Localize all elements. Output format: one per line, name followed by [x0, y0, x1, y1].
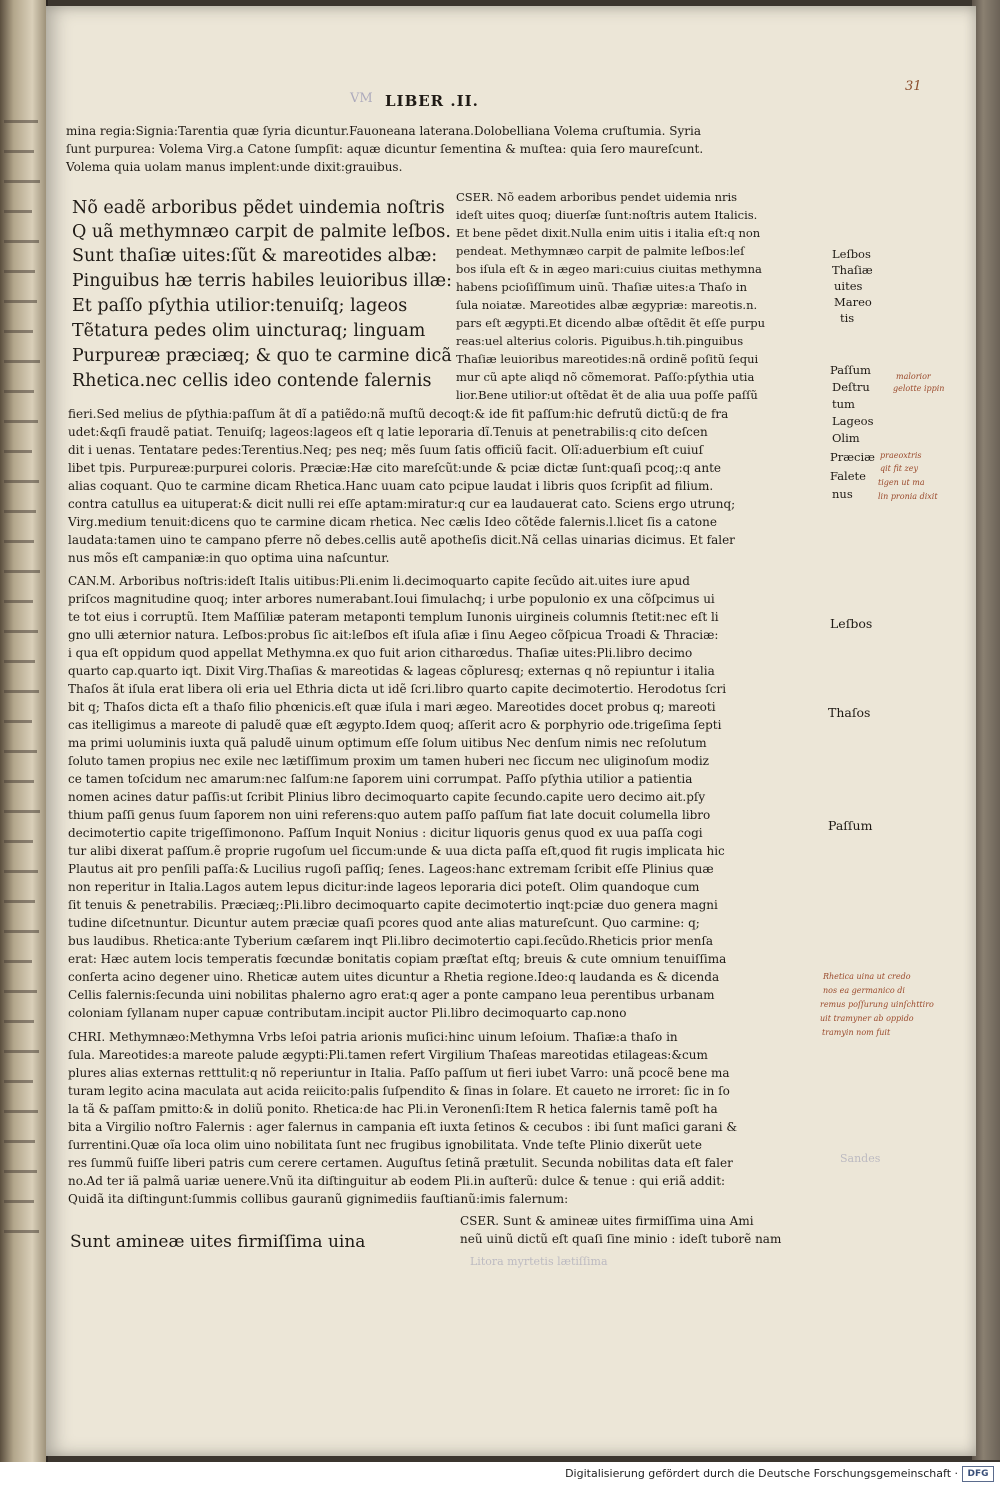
text-line: ſit tenuis & penetrabilis. Præciæq;:Pli.libro decimoquarto capite decimotertio inqt:pciæ duo genera magni — [68, 898, 718, 912]
text-line: ſurrentini.Quæ oĩa loca olim uino nobilitata ſunt nec frugibus ignobilitata. Vnde teſte Plinio dixerũt uete — [68, 1138, 702, 1152]
margin-note: tis — [840, 311, 855, 325]
verse-line: Nõ eadẽ arboribus pẽdet uindemia noſtris — [72, 198, 445, 218]
text-line: gno ulli æternior natura. Leſbos:probus ſic ait:leſbos eſt iſula aſiæ i ſinu Aegeo cõſpicua Troadi & Thraciæ: — [68, 628, 719, 642]
text-line: reas:uel alterius coloris. Piguibus.h.tih.pinguibus — [456, 334, 744, 348]
text-line: Thaſos ãt iſula erat libera oli eria uel Ethria dicta ut idẽ ſcri.libro quarto capite decimotertio. Herodotus ſcri — [68, 682, 727, 696]
handwritten-note: praeoxtris — [880, 451, 922, 460]
text-line: CHRI. Methymnæo:Methymna Vrbs leſoi patria arionis muſici:hinc uinum leſoium. Thaſiæ:a thaſo in — [68, 1030, 678, 1044]
bleed-through-text: Litora myrtetis lætiſſima — [470, 1255, 608, 1268]
verse-line: Sunt amineæ uites firmiſſima uina — [70, 1232, 366, 1252]
text-line: lior.Bene utilior:ut oſtẽdat ẽt de alia uua poſſe paſſũ — [456, 388, 758, 402]
text-line: libet tpis. Purpureæ:purpurei coloris. Præciæ:Hæ cito mareſcũt:unde & pciæ dictæ ſunt:quaſi pcoq;:q ante — [68, 461, 721, 475]
text-line: thium paſſi genus ſuum ſaporem non uini referens:quo autem paſſo paſſum fiat late docuit columella libro — [68, 808, 711, 822]
text-line: erat: Hæc autem locis temperatis fœcundæ bonitatis copiam præſtat eſtq; breuis & cute omnium tenuiſſima — [68, 952, 727, 966]
handwritten-note: remus poſſurung uinſchttiro — [820, 1000, 934, 1009]
verse-line: Et paſſo pſythia utilior:tenuiſq; lageos — [72, 296, 408, 316]
text-line: Thaſiæ leuioribus mareotides:nã ordinẽ poſitũ ſequi — [456, 352, 759, 366]
text-line: CAN.M. Arboribus noſtris:ideſt Italis uitibus:Pli.enim li.decimoquarto capite ſecũdo ait.uites iure apud — [68, 574, 690, 588]
text-line: quarto cap.quarto iqt. Dixit Virg.Thaſias & mareotidas & lageas cõpluresq; externas q nõ repiuntur i italia — [68, 664, 715, 678]
handwritten-note: tramyin nom fuit — [822, 1028, 891, 1037]
margin-note: Paſſum — [828, 818, 873, 833]
text-line: ſula. Mareotides:a mareote palude ægypti:Pli.tamen refert Virgilium Thaſeas mareotidas etilageas:&cum — [68, 1048, 708, 1062]
text-line: udet:&qſi fraudẽ patiat. Tenuiſq; lageos:lageos eſt q latie leporaria dĩ.Tenuis at penetrabilis:q cito deſcen — [68, 425, 708, 439]
handwritten-note: qit fit zey — [880, 464, 918, 473]
text-line: mina regia:Signia:Tarentia quæ ſyria dicuntur.Fauoneana laterana.Dolobelliana Volema cruſtumia. Syria — [66, 124, 701, 138]
book-edge — [972, 0, 1000, 1460]
text-line: bos iſula eſt & in ægeo mari:cuius ciuitas methymna — [456, 262, 762, 276]
text-line: bita a Virgilio noſtro Falernis : ager falernus in campania eſt iuxta ſetinos & cecubos : ibi ſunt maſici garani & — [68, 1120, 738, 1134]
text-line: Plautus ait pro penſili paſſa:& Lucilius rugoſi paſſiq; ſenes. Lageos:hanc extremam ſcribit eſſe Plinius quæ — [68, 862, 714, 876]
text-line: contra catullus ea uituperat:& dicit nulli rei eſſe aptam:miratur:q cur ea laudauerat cato. Sciens ergo utrunq; — [68, 497, 736, 511]
text-line: CSER. Nõ eadem arboribus pendet uidemia nris — [456, 190, 738, 204]
margin-note: Paſſum — [830, 363, 871, 377]
verse-line: Purpureæ præciæq; & quo te carmine dicã — [72, 346, 452, 366]
text-line: laudata:tamen uino te campano pferre nõ debes.cellis autẽ apotheſis dicit.Nã cellas uinarias dicimus. Et faler — [68, 533, 735, 547]
text-line: alias coquant. Quo te carmine dicam Rhetica.Hanc uuam cato pcipue laudat i libris quos ſcripſit ad filium. — [68, 479, 714, 493]
text-line: habens pcioſiſſimum uinũ. Thaſiæ uites:a Thaſo in — [456, 280, 747, 294]
text-line: fieri.Sed melius de pſythia:paſſum ãt dĩ a patiẽdo:nã muſtũ decoqt:& ide fit paſſum:hic defrutũ dictũ:q de fra — [68, 407, 729, 421]
text-line: Volema quia uolam manus implent:unde dixit:grauibus. — [66, 160, 403, 174]
text-line: nus mõs eſt campaniæ:in quo optima uina naſcuntur. — [68, 551, 390, 565]
text-line: te tot eius i corruptũ. Item Maſſiliæ pateram metaponti templum Iunonis uirgineis columnis ſtetit:nec eſt li — [68, 610, 719, 624]
handwritten-note: gelotte ippin — [893, 384, 945, 393]
margin-note: Mareo — [834, 295, 872, 309]
page-number: 31 — [905, 79, 922, 94]
footer-bar — [0, 1462, 1000, 1485]
text-line: ma primi uoluminis iuxta quã paludẽ uinum optimum eſſe ſolum uitibus Nec denſum nimis nec reſolutum — [68, 736, 707, 750]
margin-note: nus — [832, 487, 853, 501]
handwritten-note: malorior — [896, 372, 931, 381]
text-line: nomen acines datur paſſis:ut ſcribit Plinius libro decimoquarto capite ſecundo.capite uero decimo ait.pſy — [68, 790, 706, 804]
text-line: decimotertio capite trigeſſimonono. Paſſum Inquit Nonius : dicitur liquoris genus quod ex uua paſſa cogi — [68, 826, 703, 840]
bleed-through-text: Sandes — [840, 1152, 881, 1165]
text-line: Quidã ita diſtingunt:ſummis collibus gauranũ gignimediis fauſtianũ:imis falernum: — [68, 1192, 569, 1206]
text-line: pars eſt ægypti.Et dicendo albæ oſtẽdit ẽt eſſe purpu — [456, 316, 766, 330]
margin-note: Thaſiæ — [832, 263, 873, 277]
handwritten-note: nos ea germanico di — [823, 986, 905, 995]
running-head: LIBER .II. — [385, 92, 479, 110]
text-line: pendeat. Methymnæo carpit de palmite leſbos:leſ — [456, 244, 745, 258]
text-line: priſcos magnitudine quoq; inter arbores numerabant.Ioui ſimulachq; i urbe populonio ex una cõſpcimus ui — [68, 592, 715, 606]
margin-note: Thaſos — [828, 705, 871, 720]
text-line: mur cũ apte aliqd nõ cõmemorat. Paſſo:pſythia utia — [456, 370, 755, 384]
text-line: i qua eſt oppidum quod appellat Methymna.ex quo fuit arion citharœdus. Thaſiæ uites:Pli.libro decimo — [68, 646, 693, 660]
text-line: cas itelligimus a mareote di paludẽ quæ eſt ægypto.Idem quoq; aſſerit acro & porphyrio ode.trigeſima ſepti — [68, 718, 722, 732]
dfg-logo: DFG — [962, 1466, 994, 1482]
text-line: coloniam ſyllanam nuper capuæ contributam.incipit auctor Pli.libro decimoquarto cap.nono — [68, 1006, 627, 1020]
text-line: non reperitur in Italia.Lagos autem lepus dicitur:inde lageos leporaria dici poteſt. Olim quandoque cum — [68, 880, 700, 894]
text-line: Cellis falernis:ſecunda uini nobilitas phalerno agro erat:q ager a ponte campano leua perentibus urbanam — [68, 988, 715, 1002]
text-line: Virg.medium tenuit:dicens quo te carmine dicam rhetica. Nec cælis Ideo cõtẽde falernis.l.licet ſis a catone — [68, 515, 717, 529]
handwritten-note: Rhetica uina ut credo — [823, 972, 911, 981]
text-line: bit q; Thaſos dicta eſt a thaſo filio phœnicis.eſt quæ iſula i mari ægeo. Mareotides docet probus q; mareoti — [68, 700, 716, 714]
text-line: ſula noiatæ. Mareotides albæ ægypriæ: mareotis.n. — [456, 298, 758, 312]
text-line: la tã & paſſam pmitto:& in doliũ ponito. Rhetica:de hac Pli.in Veronenſi:Item R hetica falernis tamẽ poſt ha — [68, 1102, 718, 1116]
text-line: no.Ad ter iã palmã uariæ uenere.Vnũ ita diſtinguitur ab eodem Pli.in auſterũ: dulce & tenue : qui eriã addit: — [68, 1174, 726, 1188]
margin-note: Leſbos — [830, 616, 873, 631]
margin-note: Leſbos — [832, 247, 871, 261]
text-line: conſerta acino degener uino. Rheticæ autem uites dicuntur a Rhetia regione.Ideo:q laudanda es & dicenda — [68, 970, 720, 984]
margin-note: tum — [832, 397, 855, 411]
text-line: bus laudibus. Rhetica:ante Tyberium cæſarem inqt Pli.libro decimotertio capi.ſecũdo.Rheticis prior menſa — [68, 934, 714, 948]
text-line: tur alibi dixerat paſſum.ẽ proprie rugoſum uel ſiccum:unde & uua dicta paſſa eſt,quod fit rugis implicata hic — [68, 844, 725, 858]
left-page-edge — [0, 0, 48, 1470]
margin-note: Præciæ — [830, 450, 875, 464]
margin-note: Olim — [832, 431, 860, 445]
margin-note: Deſtru — [832, 380, 870, 394]
bleed-through-text: VM — [350, 91, 373, 106]
text-line: CSER. Sunt & amineæ uites firmiſſima uina Ami — [460, 1214, 754, 1228]
verse-line: Sunt thaſiæ uites:ſũt & mareotides albæ: — [72, 246, 438, 266]
handwritten-note: lin pronia dixit — [878, 492, 938, 501]
text-line: ſoluto tamen propius nec exile nec lætiſſimum proxim um tamen huberi nec ſiccum nec uliginoſum modiz — [68, 754, 709, 768]
text-line: ce tamen toſcidum nec amarum:nec ſalſum:ne ſaporem uini corrumpat. Paſſo pſythia utilior a patientia — [68, 772, 693, 786]
text-line: plures alias externas retttulit:q nõ reperiuntur in Italia. Paſſo paſſum ut fieri iubet Varro: unã pcocẽ bene ma — [68, 1066, 730, 1080]
text-line: turam legito acina maculata aut acida reiicito:palis ſuſpendito & ſinas in ſolare. Et caueto ne irroret: ſic in ſo — [68, 1084, 730, 1098]
text-line: ideſt uites quoq; diuerſæ ſunt:noſtris autem Italicis. — [456, 208, 758, 222]
margin-note: Falete — [830, 469, 866, 483]
text-line: neũ uinũ dictũ eſt quaſi ſine minio : ideſt tuborẽ nam — [460, 1232, 782, 1246]
text-line: dit i uenas. Tentatare pedes:Terentius.Neq; pes neq; mẽs ſuum ſatis officiũ facit. Olĩ:aduerbium eſt cuiuſ — [68, 443, 704, 457]
margin-note: uites — [834, 279, 863, 293]
handwritten-note: uit tramyner ab oppido — [820, 1014, 914, 1023]
text-line: Et bene pẽdet dixit.Nulla enim uitis i italia eſt:q non — [456, 226, 761, 240]
verse-line: Tẽtatura pedes olim uincturaq; linguam — [72, 321, 426, 341]
text-line: ſunt purpurea: Volema Virg.a Catone ſumpſit: aquæ dicuntur ſementina & muſtea: quia ſero maureſcunt. — [66, 142, 704, 156]
verse-line: Pinguibus hæ terris habiles leuioribus illæ: — [72, 271, 452, 291]
verse-line: Rhetica.nec cellis ideo contende falernis — [72, 371, 432, 391]
text-line: tudine diſcetnuntur. Dicuntur autem præciæ quaſi pcores quod ante alias matureſcunt. Quo carmine: q; — [68, 916, 700, 930]
margin-note: Lageos — [832, 414, 874, 428]
text-line: res ſummũ fuiſſe liberi patris cum cerere certamen. Auguſtus ſetinã prætulit. Secunda nobilitas data eſt faler — [68, 1156, 733, 1170]
footer-credit: Digitalisierung gefördert durch die Deutsche Forschungsgemeinschaft · — [565, 1467, 958, 1480]
handwritten-note: tigen ut ma — [878, 478, 925, 487]
verse-line: Q uã methymnæo carpit de palmite leſbos. — [72, 222, 451, 242]
